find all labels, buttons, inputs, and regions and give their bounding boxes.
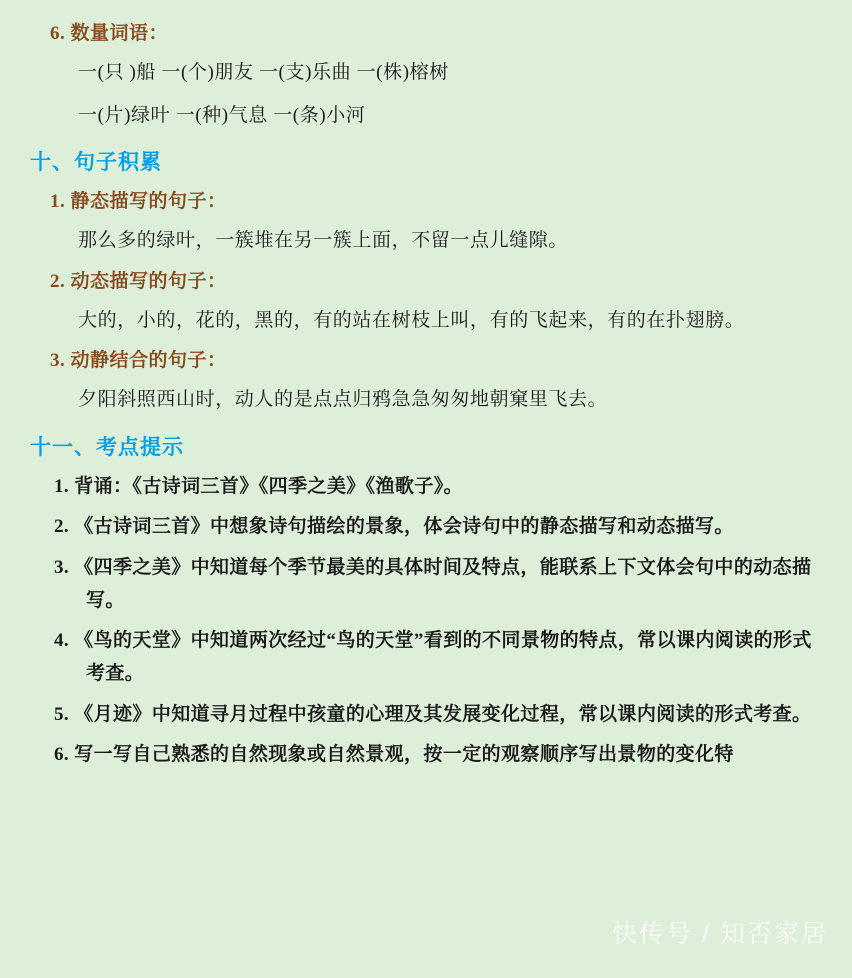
sentence-item-2-content: 大的，小的，花的，黑的，有的站在树枝上叫，有的飞起来，有的在扑翅膀。	[78, 309, 745, 331]
sentence-item-1-label: 静态描写的句子：	[70, 191, 227, 212]
quantifier-line-2: 一(片)绿叶 一(种)气息 一(条)小河	[78, 104, 366, 126]
quantifier-line-1: 一(只 )船 一(个)朋友 一(支)乐曲 一(株)榕树	[78, 62, 449, 83]
exam-point-6-number: 6.	[54, 744, 70, 766]
watermark-text: 快传号 / 知否家居	[612, 920, 828, 948]
section-title-exam-points: 十一、考点提示	[30, 434, 184, 459]
sentence-item-1-content: 那么多的绿叶，一簇堆在另一簇上面，不留一点儿缝隙。	[78, 230, 569, 251]
exam-point-list	[26, 471, 826, 772]
exam-point-1-text: 背诵：《古诗词三首》《四季之美》《渔歌子》。	[74, 475, 464, 497]
sentence-item-3-number: 3.	[50, 350, 66, 371]
list-item	[26, 739, 826, 772]
exam-point-2-number: 2.	[54, 516, 70, 538]
list-item	[26, 699, 826, 732]
exam-point-1-number: 1.	[54, 475, 70, 497]
exam-point-3-text: 《四季之美》中知道每个季节最美的具体时间及特点，能联系上下文体会句中的动态描写。	[74, 556, 812, 611]
sentence-item-1-number: 1.	[50, 191, 66, 212]
list-item	[26, 511, 826, 544]
sentence-item-3-heading	[26, 345, 826, 372]
exam-point-6-text: 写一写自己熟悉的自然现象或自然景观，按一定的观察顺序写出景物的变化特	[74, 744, 734, 766]
exam-point-2-text: 《古诗词三首》中想象诗句描绘的景象，体会诗句中的静态描写和动态描写。	[74, 516, 734, 538]
quantifier-heading	[26, 18, 826, 45]
quantifier-heading-text: 数量词语：	[70, 23, 169, 44]
exam-point-3-number: 3.	[54, 556, 70, 578]
exam-point-5-number: 5.	[54, 703, 70, 725]
list-item	[26, 552, 826, 617]
sentence-item-3-content: 夕阳斜照西山时，动人的是点点归鸦急急匆匆地朝窠里飞去。	[78, 389, 608, 410]
quantifier-heading-number: 6.	[50, 23, 66, 44]
sentence-item-3-label: 动静结合的句子：	[70, 350, 227, 371]
sentence-item-1-heading	[26, 186, 826, 213]
sentence-item-2-label: 动态描写的句子：	[70, 270, 227, 292]
list-item	[26, 625, 826, 690]
exam-point-4-number: 4.	[54, 630, 70, 652]
list-item	[26, 471, 826, 504]
sentence-item-2-number: 2.	[50, 270, 66, 292]
exam-point-4-text: 《鸟的天堂》中知道两次经过“鸟的天堂”看到的不同景物的特点，常以课内阅读的形式考查。	[74, 630, 812, 684]
section-title-sentences: 十、句子积累	[30, 150, 162, 174]
sentence-item-2-heading	[26, 266, 826, 293]
exam-point-5-text: 《月迹》中知道寻月过程中孩童的心理及其发展变化过程，常以课内阅读的形式考查。	[74, 703, 812, 725]
